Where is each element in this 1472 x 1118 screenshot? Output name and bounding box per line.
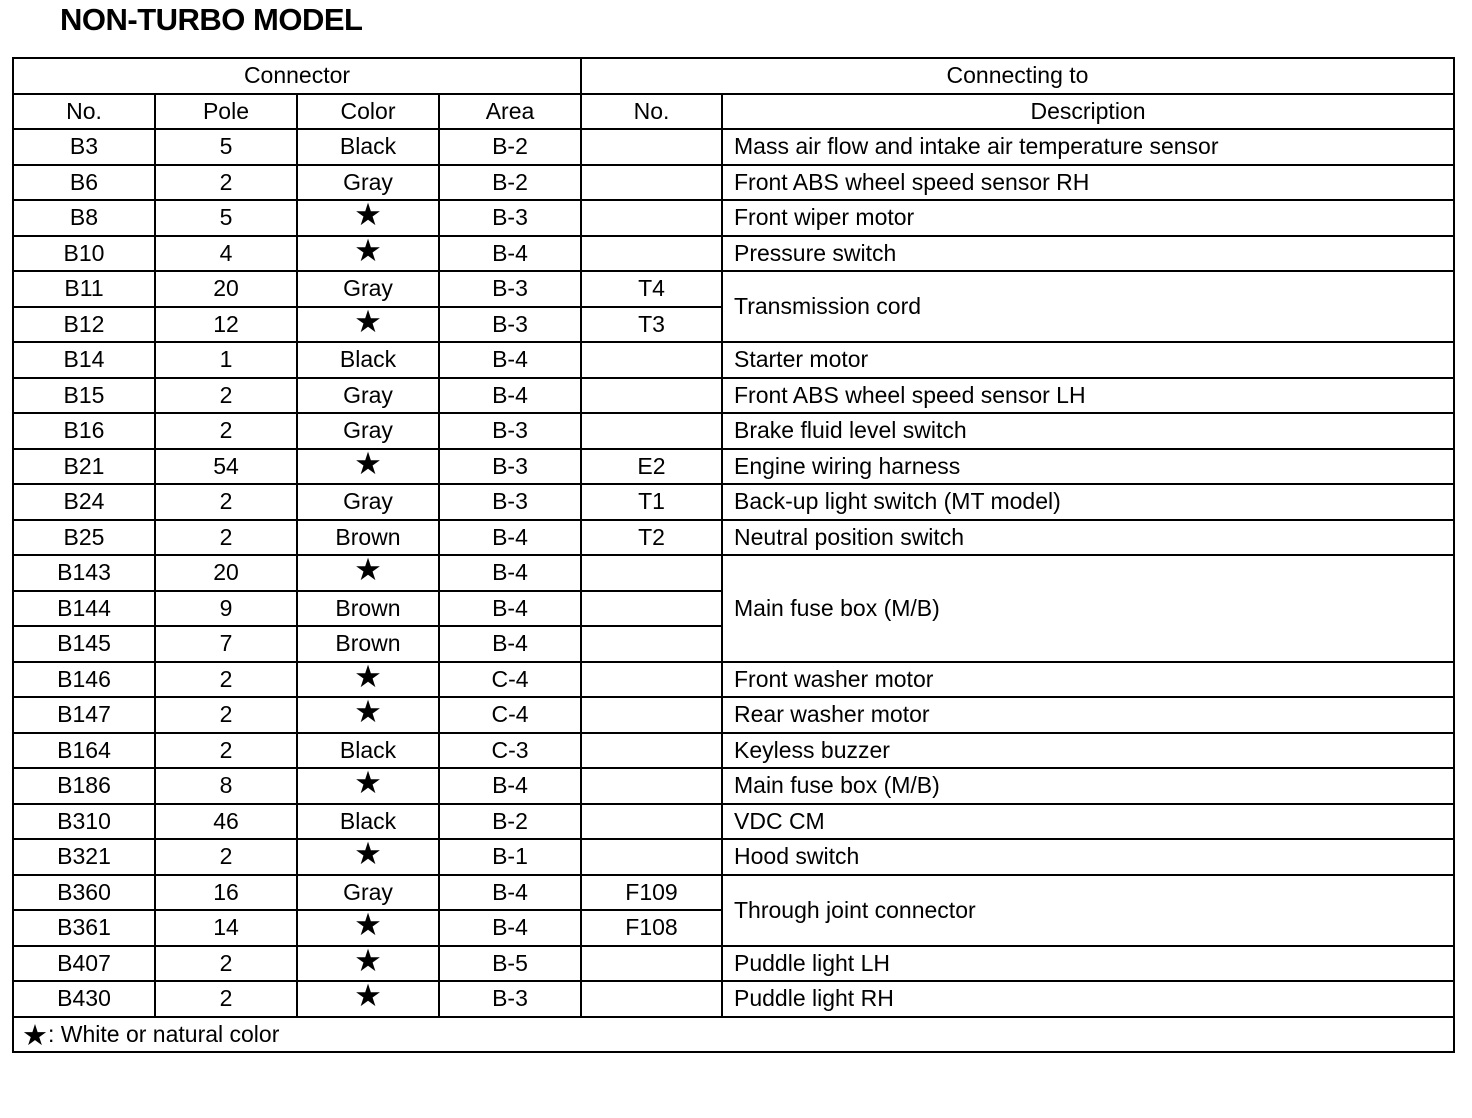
table-row <box>13 804 1454 840</box>
area-cell: C-4 <box>439 697 581 733</box>
star-icon: ★ <box>354 658 382 694</box>
table-row <box>13 946 1454 982</box>
connector-group-header: Connector <box>13 58 581 94</box>
connector-no-cell: B407 <box>13 946 155 982</box>
description-cell: Keyless buzzer <box>722 733 1454 769</box>
pole-cell: 4 <box>155 236 297 272</box>
legend-note <box>13 1017 1454 1053</box>
connecting-no-cell <box>581 378 722 414</box>
pole-cell: 2 <box>155 413 297 449</box>
connecting-no-cell <box>581 342 722 378</box>
column-header-no: No. <box>13 94 155 130</box>
description-cell: Rear washer motor <box>722 697 1454 733</box>
color-cell: Black <box>297 342 439 378</box>
connector-no-cell: B6 <box>13 165 155 201</box>
connecting-no-cell <box>581 768 722 804</box>
column-header-pole: Pole <box>155 94 297 130</box>
connecting-no-cell: T2 <box>581 520 722 556</box>
area-cell: B-4 <box>439 626 581 662</box>
connecting-no-cell <box>581 200 722 236</box>
color-cell: Gray <box>297 165 439 201</box>
description-cell: Hood switch <box>722 839 1454 875</box>
area-cell: B-2 <box>439 804 581 840</box>
pole-cell: 2 <box>155 733 297 769</box>
pole-cell: 5 <box>155 200 297 236</box>
description-cell: Starter motor <box>722 342 1454 378</box>
star-icon: ★ <box>354 197 382 233</box>
connector-no-cell: B147 <box>13 697 155 733</box>
star-icon: ★ <box>354 765 382 801</box>
color-cell: Black <box>297 804 439 840</box>
color-cell <box>297 907 439 946</box>
area-cell: B-3 <box>439 413 581 449</box>
star-icon: ★ <box>354 694 382 730</box>
connecting-no-cell: F109 <box>581 875 722 911</box>
color-cell: Gray <box>297 875 439 911</box>
table-row <box>13 662 1454 698</box>
table-row <box>13 520 1454 556</box>
star-icon: ★ <box>354 232 382 268</box>
description-cell: Transmission cord <box>722 271 1454 342</box>
connecting-no-cell <box>581 165 722 201</box>
pole-cell: 14 <box>155 910 297 946</box>
table-row <box>13 165 1454 201</box>
column-header-connecting-no: No. <box>581 94 722 130</box>
color-cell <box>297 694 439 733</box>
pole-cell: 8 <box>155 768 297 804</box>
table-row <box>13 200 1454 236</box>
connector-no-cell: B24 <box>13 484 155 520</box>
connecting-no-cell: E2 <box>581 449 722 485</box>
connector-no-cell: B146 <box>13 662 155 698</box>
connecting-no-cell <box>581 413 722 449</box>
area-cell: B-4 <box>439 236 581 272</box>
table-row <box>13 555 1454 591</box>
pole-cell: 16 <box>155 875 297 911</box>
color-cell <box>297 303 439 343</box>
table-row <box>13 875 1454 911</box>
connector-no-cell: B12 <box>13 307 155 343</box>
color-cell <box>297 836 439 875</box>
pole-cell: 2 <box>155 839 297 875</box>
pole-cell: 54 <box>155 449 297 485</box>
table-row <box>13 271 1454 307</box>
pole-cell: 2 <box>155 697 297 733</box>
area-cell: B-4 <box>439 378 581 414</box>
color-cell: Gray <box>297 413 439 449</box>
connector-no-cell: B16 <box>13 413 155 449</box>
connecting-no-cell: T4 <box>581 271 722 307</box>
table-row <box>13 236 1454 272</box>
connecting-no-cell <box>581 839 722 875</box>
page-title: NON-TURBO MODEL <box>60 2 363 37</box>
star-icon: ★ <box>354 836 382 872</box>
description-cell: Pressure switch <box>722 236 1454 272</box>
color-cell <box>297 765 439 804</box>
pole-cell: 7 <box>155 626 297 662</box>
connector-no-cell: B21 <box>13 449 155 485</box>
description-cell: Front ABS wheel speed sensor LH <box>722 378 1454 414</box>
connector-no-cell: B430 <box>13 981 155 1017</box>
connecting-no-cell <box>581 733 722 769</box>
connector-no-cell: B11 <box>13 271 155 307</box>
connector-no-cell: B144 <box>13 591 155 627</box>
connector-no-cell: B14 <box>13 342 155 378</box>
table-row <box>13 768 1454 804</box>
area-cell: B-3 <box>439 981 581 1017</box>
table-row <box>13 378 1454 414</box>
connector-no-cell: B186 <box>13 768 155 804</box>
connector-no-cell: B321 <box>13 839 155 875</box>
color-cell <box>297 552 439 591</box>
pole-cell: 46 <box>155 804 297 840</box>
color-cell: Brown <box>297 626 439 662</box>
color-cell: Black <box>297 733 439 769</box>
star-icon: ★ <box>22 1019 48 1052</box>
connector-no-cell: B310 <box>13 804 155 840</box>
column-header-row <box>13 94 1454 130</box>
color-cell <box>297 232 439 272</box>
pole-cell: 2 <box>155 484 297 520</box>
connecting-no-cell <box>581 697 722 733</box>
description-cell: Brake fluid level switch <box>722 413 1454 449</box>
connecting-to-group-header: Connecting to <box>581 58 1454 94</box>
description-cell: Through joint connector <box>722 875 1454 946</box>
pole-cell: 12 <box>155 307 297 343</box>
color-cell <box>297 445 439 485</box>
color-cell: Brown <box>297 591 439 627</box>
column-header-area: Area <box>439 94 581 130</box>
pole-cell: 9 <box>155 591 297 627</box>
area-cell: B-4 <box>439 875 581 911</box>
area-cell: C-3 <box>439 733 581 769</box>
legend-text: : White or natural color <box>48 1020 280 1047</box>
area-cell: B-2 <box>439 129 581 165</box>
area-cell: B-3 <box>439 200 581 236</box>
description-cell: Front wiper motor <box>722 200 1454 236</box>
group-header-row <box>13 58 1454 94</box>
color-cell <box>297 978 439 1017</box>
table-row <box>13 342 1454 378</box>
color-cell: Black <box>297 129 439 165</box>
connector-no-cell: B360 <box>13 875 155 911</box>
star-icon: ★ <box>354 907 382 943</box>
pole-cell: 20 <box>155 271 297 307</box>
description-cell: Neutral position switch <box>722 520 1454 556</box>
color-cell: Gray <box>297 271 439 307</box>
area-cell: B-4 <box>439 342 581 378</box>
area-cell: C-4 <box>439 662 581 698</box>
connecting-no-cell <box>581 591 722 627</box>
legend-row <box>13 1017 1454 1053</box>
connector-no-cell: B143 <box>13 555 155 591</box>
connector-table <box>12 57 1455 1053</box>
table-row <box>13 413 1454 449</box>
description-cell: Back-up light switch (MT model) <box>722 484 1454 520</box>
table-row <box>13 129 1454 165</box>
connector-no-cell: B15 <box>13 378 155 414</box>
connecting-no-cell <box>581 626 722 662</box>
star-icon: ★ <box>354 978 382 1014</box>
area-cell: B-5 <box>439 946 581 982</box>
pole-cell: 2 <box>155 378 297 414</box>
color-cell: Brown <box>297 520 439 556</box>
area-cell: B-2 <box>439 165 581 201</box>
color-cell <box>297 658 439 698</box>
description-cell: VDC CM <box>722 804 1454 840</box>
area-cell: B-4 <box>439 520 581 556</box>
area-cell: B-3 <box>439 449 581 485</box>
table-row <box>13 981 1454 1017</box>
connecting-no-cell: T3 <box>581 307 722 343</box>
table-row <box>13 449 1454 485</box>
area-cell: B-4 <box>439 910 581 946</box>
area-cell: B-3 <box>439 271 581 307</box>
area-cell: B-4 <box>439 591 581 627</box>
connecting-no-cell <box>581 555 722 591</box>
area-cell: B-1 <box>439 839 581 875</box>
pole-cell: 2 <box>155 165 297 201</box>
connecting-no-cell <box>581 946 722 982</box>
connector-no-cell: B145 <box>13 626 155 662</box>
connecting-no-cell <box>581 804 722 840</box>
connector-no-cell: B3 <box>13 129 155 165</box>
area-cell: B-4 <box>439 555 581 591</box>
pole-cell: 20 <box>155 555 297 591</box>
table-row <box>13 484 1454 520</box>
area-cell: B-4 <box>439 768 581 804</box>
description-cell: Puddle light RH <box>722 981 1454 1017</box>
connecting-no-cell: F108 <box>581 910 722 946</box>
color-cell: Gray <box>297 378 439 414</box>
table-row <box>13 839 1454 875</box>
connector-no-cell: B8 <box>13 200 155 236</box>
pole-cell: 2 <box>155 520 297 556</box>
color-cell: Gray <box>297 484 439 520</box>
star-icon: ★ <box>354 303 382 339</box>
description-cell: Main fuse box (M/B) <box>722 768 1454 804</box>
area-cell: B-3 <box>439 307 581 343</box>
connecting-no-cell <box>581 236 722 272</box>
star-icon: ★ <box>354 552 382 588</box>
connecting-no-cell <box>581 129 722 165</box>
connector-no-cell: B164 <box>13 733 155 769</box>
description-cell: Front ABS wheel speed sensor RH <box>722 165 1454 201</box>
description-cell: Mass air flow and intake air temperature sensor <box>722 129 1454 165</box>
column-header-description: Description <box>722 94 1454 130</box>
connector-no-cell: B25 <box>13 520 155 556</box>
color-cell <box>297 942 439 982</box>
pole-cell: 1 <box>155 342 297 378</box>
table-row <box>13 733 1454 769</box>
pole-cell: 2 <box>155 662 297 698</box>
star-icon: ★ <box>354 942 382 978</box>
table-row <box>13 697 1454 733</box>
connector-no-cell: B361 <box>13 910 155 946</box>
description-cell: Engine wiring harness <box>722 449 1454 485</box>
description-cell: Front washer motor <box>722 662 1454 698</box>
connecting-no-cell <box>581 662 722 698</box>
pole-cell: 2 <box>155 981 297 1017</box>
pole-cell: 5 <box>155 129 297 165</box>
color-cell <box>297 197 439 236</box>
star-icon: ★ <box>354 445 382 481</box>
connector-no-cell: B10 <box>13 236 155 272</box>
pole-cell: 2 <box>155 946 297 982</box>
area-cell: B-3 <box>439 484 581 520</box>
connecting-no-cell: T1 <box>581 484 722 520</box>
connecting-no-cell <box>581 981 722 1017</box>
description-cell: Main fuse box (M/B) <box>722 555 1454 662</box>
description-cell: Puddle light LH <box>722 946 1454 982</box>
column-header-color: Color <box>297 94 439 130</box>
